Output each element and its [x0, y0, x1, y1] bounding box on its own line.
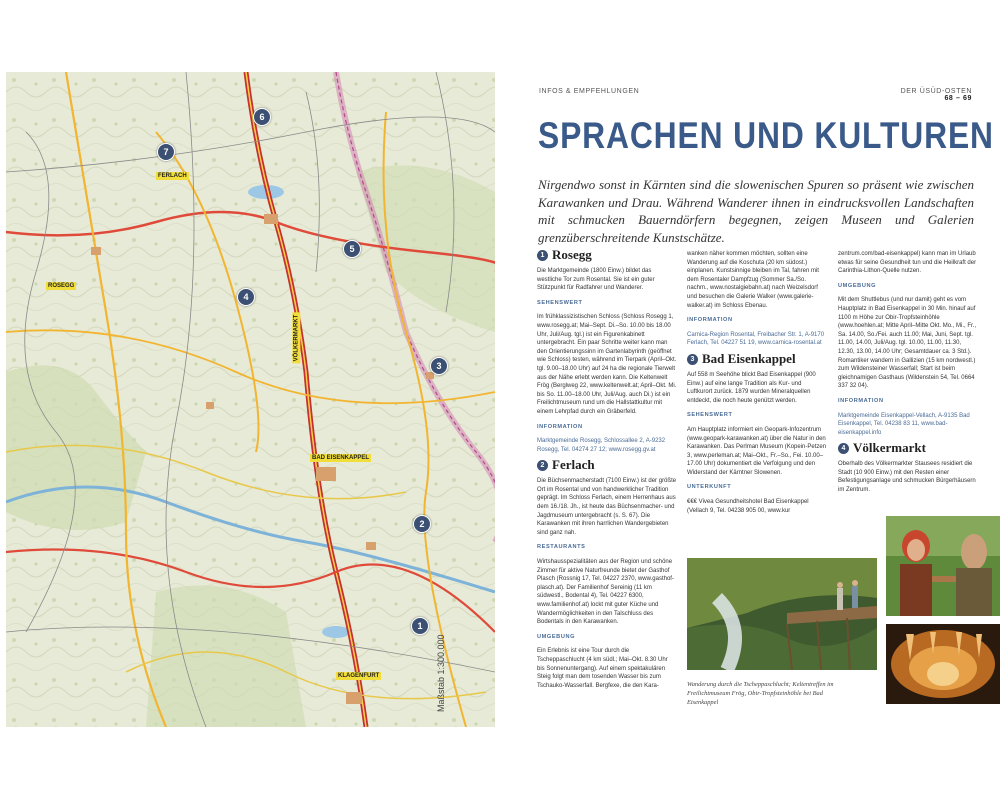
page-numbers: 68 – 69	[944, 95, 972, 102]
column-2	[687, 250, 827, 521]
section-header-voelkermarkt	[838, 440, 978, 456]
info-text: Marktgemeinde Eisenkappel-Vellach, A-9135 Bad Eisenkappel, Tel. 04238 83 11, www.bad-eisenkappel.info	[838, 412, 970, 436]
section-number-icon: 2	[537, 460, 548, 471]
subheading: UMGEBUNG	[537, 633, 576, 640]
map-pin-2[interactable]: 2	[413, 515, 431, 533]
section-text: €€€ Vivea Gesundheitshotel Bad Eisenkappel (Vellach 9, Tel. 04238 905 00, www.kur	[687, 499, 809, 514]
section-text: Die Marktgemeinde (1800 Einw.) bildet das westliche Tor zum Rosental. Sie ist ein guter Stützpunkt für Radfahrer und Wanderer.	[537, 268, 655, 292]
subheading: INFORMATION	[838, 397, 884, 404]
map-pin-5[interactable]: 5	[343, 240, 361, 258]
running-header: INFOS & EMPFEHLUNGEN	[539, 88, 640, 95]
section-text: wanken näher kommen möchten, sollten eine Wanderung auf die Koschuta (20 km südost.) einplanen. Kunstsinnige bleiben im Tal, fahren mit dem Rosentaler Dampfzug (Sommer Sa./So. nachm., www.nostalgiebahn.at) nach Weizelsdorf und besuchen die Galerie Walker (www.galerie-walker.at) im Schloss Ebenau.	[687, 251, 819, 309]
section-text: Wirtshausspezialitäten aus der Region und schöne Zimmer für aktive Naturfreunde bietet der Gasthof Plasch (Rossnig 17, Tel. 04227 2370, www.gasthof-plasch.at). Der Familienhof Sereinig (11 km südwestl., Bodental 4), Tel. 04227 6300, www.familienhof.at) lockt mit guter Küche und Wandermöglichkeiten in den Talschluss des Bodentals in den Karawanken.	[537, 559, 674, 626]
section-text: Auf 558 m Seehöhe blickt Bad Eisenkappel (900 Einw.) auf eine lange Tradition als Kur- und Luftkurort zurück. 1879 wurden Mineralquellen entdeckt, die noch heute genützt werden.	[687, 371, 816, 404]
section-number-icon: 3	[687, 354, 698, 365]
subheading: INFORMATION	[687, 317, 733, 324]
subheading: UNTERKUNFT	[687, 484, 732, 491]
section-number-icon: 1	[537, 250, 548, 261]
road-map[interactable]	[6, 72, 495, 727]
map-pin-7[interactable]: 7	[157, 143, 175, 161]
map-pin-3[interactable]: 3	[430, 357, 448, 375]
photo-caption: Wanderung durch die Tscheppaschlucht; Keltentreffen im Freilichtmuseum Frög, Obir-Tropfsteinhöhle bei Bad Eisenkappel	[687, 681, 834, 706]
subheading: SEHENSWERT	[687, 412, 733, 419]
map-pin-6[interactable]: 6	[253, 108, 271, 126]
subheading: SEHENSWERT	[537, 299, 583, 306]
map-pin-1[interactable]: 1	[411, 617, 429, 635]
map-label-ferlach: FERLACH	[158, 173, 187, 179]
section-number-icon: 4	[838, 443, 849, 454]
section-header-rosegg	[537, 247, 677, 263]
section-header-ferlach	[537, 457, 677, 473]
section-text: Im frühklassizistischen Schloss (Schloss Rosegg 1, www.rosegg.at; Mai–Sept. Di.–So. 10.00 bis 18.00 Uhr, Juli/Aug. tgl.) ist ein Figurenkabinett untergebracht. Ein paar Schritte weiter kann man den Orientierungssinn im Gartenlabyrinth (geöffnet wie Schloss) testen, während im Tierpark (April–Okt. tgl. 9.00–18.00 Uhr) auf 24 ha die regionale Tierwelt aus der Nähe erlebt werden kann. Die Keltenwelt Frög (Berglweg 22, www.keltenwelt.at; April–Okt. Mi. bis So. 11.00–18.00 Uhr, Juli/Aug. auch Di.) ist ein Freilichtmuseum rund um die Hallstattkultur mit einem Lehrpfad durch ein Gräberfeld.	[537, 314, 677, 415]
section-title: Völkermarkt	[853, 440, 926, 456]
section-text: Oberhalb des Völkermarkter Stausees residiert die Stadt (10 900 Einw.) mit den Resten einer Befestigungsanlage und schmucken Bürgerhäusern im Zentrum.	[838, 461, 976, 494]
column-1	[537, 247, 677, 696]
subheading: RESTAURANTS	[537, 544, 586, 551]
section-title: Bad Eisenkappel	[702, 351, 796, 367]
photo-keltentreffen	[886, 516, 1000, 616]
map-label-klagenfurt: KLAGENFURT	[338, 673, 380, 679]
section-name: DER ÜSÜD-OSTEN	[900, 88, 972, 95]
photo-obir-tropfsteinhoehle	[886, 624, 1000, 704]
section-title: Ferlach	[552, 457, 595, 473]
info-text: Carnica-Region Rosental, Freibacher Str. 1, A-9170 Ferlach, Tel. 04227 51 19, www.carnica-rosental.at	[687, 331, 825, 347]
subheading: INFORMATION	[537, 423, 583, 430]
map-scale: Maßstab 1:300.000	[436, 634, 446, 712]
section-header-bad-eisenkappel	[687, 351, 827, 367]
photo-tscheppaschlucht	[687, 558, 877, 670]
running-header-right	[901, 88, 972, 102]
section-text: Mit dem Shuttlebus (und nur damit) geht es vom Hauptplatz in Bad Eisenkappel in 30 Min. hinauf auf 1100 m Höhe zur Obir-Tropfsteinhöhle (www.hoehlen.at; Mitte April–Mitte Okt. Mo., Mi., Fr., Sa. 14.00, So./Fei. auch 11.00; Mai, Juni, Sept. tgl. 11.00, 14.00, Juli/Aug. tgl. 10.00, 11.00, 11.30, 12.30, 13.00, 14.00 Uhr; Gesamtdauer ca. 3 Std.). Romantiker wandern in Gallizien (15 km nordwestl.) zum Wildensteiner Wasserfall; Start ist beim gleichnamigen Gasthaus (Wildenstein 54, Tel. 0664 337 32 04).	[838, 297, 977, 390]
section-text: Am Hauptplatz informiert ein Geopark-Infozentrum (www.geopark-karawanken.at) über die Natur in den Karawanken. Das Perlman Museum (Kopein-Petzen 3, www.perleman.at; Mai–Okt., Fr.–So., Fei. 10.00–17.00 Uhr) dokumentiert die Verfolgung und den Widerstand der Kärntner Slowenen.	[687, 426, 827, 476]
map-label-voelkermarkt: VÖLKERMARKT	[293, 314, 300, 362]
map-pin-4[interactable]: 4	[237, 288, 255, 306]
section-text: Ein Erlebnis ist eine Tour durch die Tscheppaschlucht (4 km südl.; Mai–Okt. 8.30 Uhr bis Sonnenuntergang). Auf einem spektakulären Steig folgt man dem tosenden Wasser bis zum Tschauko-Wasserfall. Bergfexe, die den Kara-	[537, 648, 668, 689]
column-3	[838, 250, 978, 501]
section-text: zentrum.com/bad-eisenkappel) kann man im Urlaub etwas für seine Gesundheit tun und die Heilkraft der Carinthia-Lithon-Quelle nutzen.	[838, 251, 977, 275]
page-title: SPRACHEN UND KULTUREN	[538, 115, 994, 156]
subheading: UMGEBUNG	[838, 282, 877, 289]
intro-text: Nirgendwo sonst in Kärnten sind die slowenischen Spuren so präsent wie zwischen Karawanken und Drau. Während Wanderer ihnen in eindrucksvollen Landschaften mit schmucken Bauerndörfern begegnen, zeigen Museen und Galerien grenzüberschreitende Kunstschätze.	[538, 177, 974, 245]
map-label-bad-eisenkappel: BAD EISENKAPPEL	[312, 455, 370, 461]
section-title: Rosegg	[552, 247, 592, 263]
section-text: Die Büchsenmacherstadt (7100 Einw.) ist der größte Ort im Rosental und von handwerklicher Tradition geprägt. Im Schloss Ferlach, einem Herrenhaus aus dem 16./18. Jh., ist heute das Büchsenmacher- und Jagdmuseum untergebracht (s. S. 67). Die Karawanken mit ihren harrlichen Wandergebieten sind ganz nah.	[537, 478, 677, 536]
info-text: Marktgemeinde Rosegg, Schlossallee 2, A-9232 Rosegg, Tel. 04274 27 12; www.rosegg.gv.at	[537, 438, 666, 453]
map-label-rosegg: ROSEGG	[48, 283, 75, 289]
